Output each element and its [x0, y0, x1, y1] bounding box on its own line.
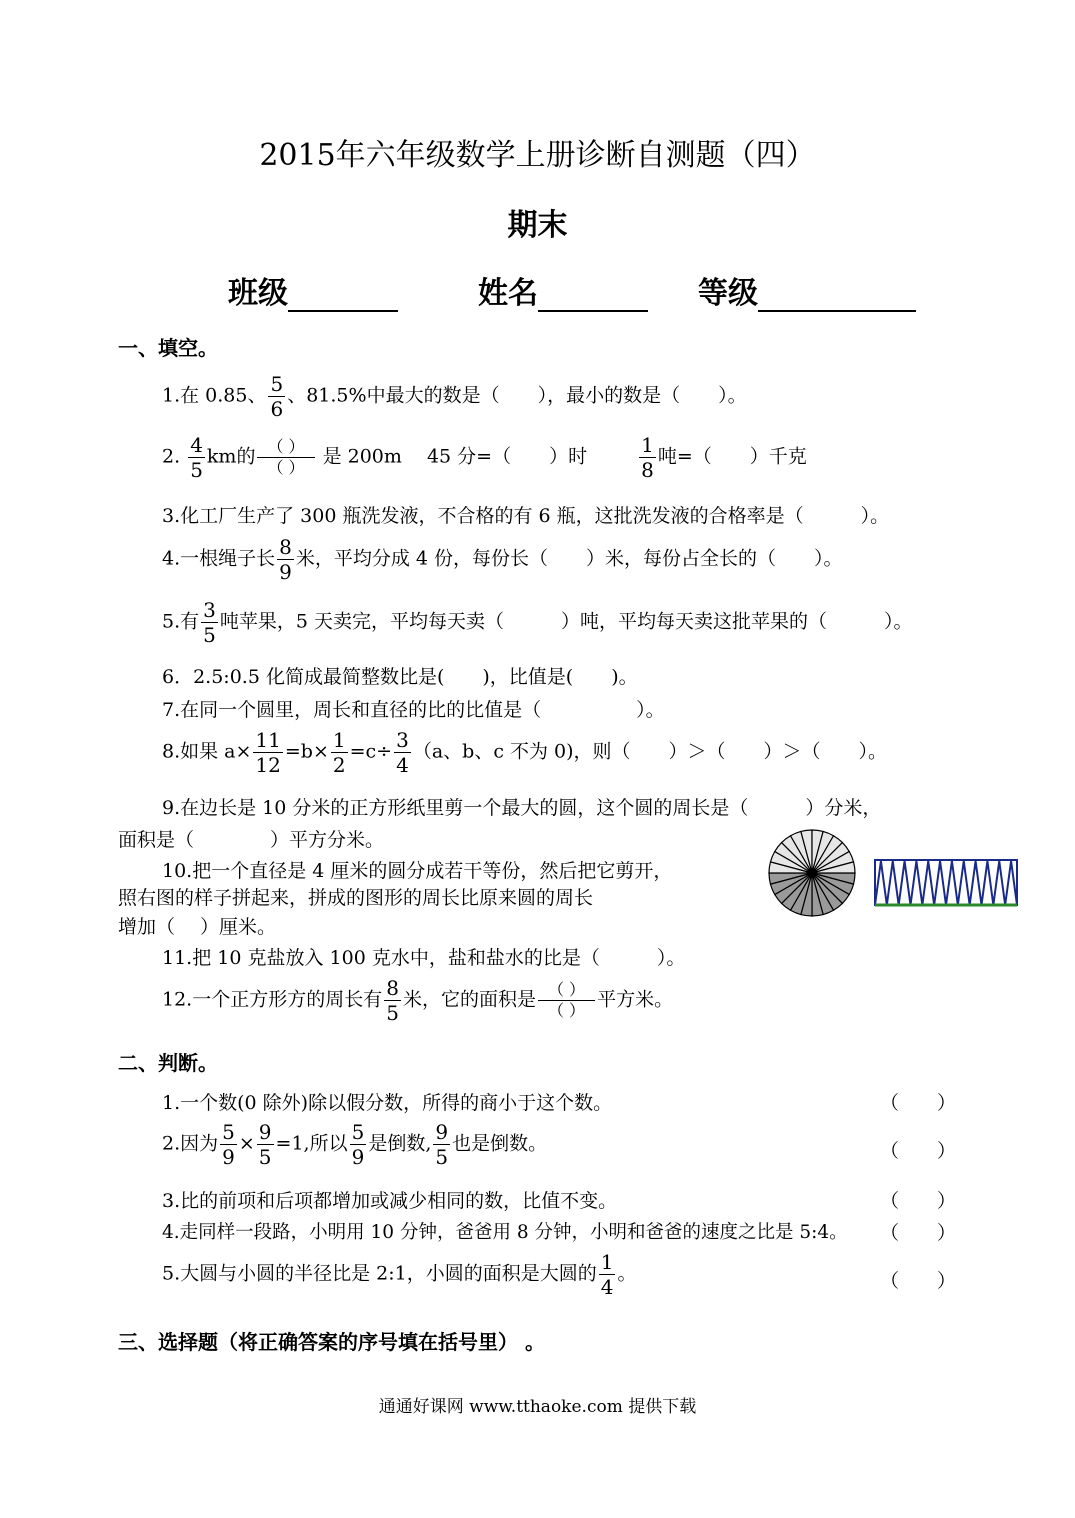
- fraction: $\frac{9}{5}$: [435, 1120, 449, 1169]
- fill-q10-line3: 增加（ ）厘米。: [118, 916, 277, 938]
- fraction: $\frac{3}{4}$: [396, 728, 409, 777]
- section3-heading: 三、选择题（将正确答案的序号填在括号里） 。: [118, 1330, 545, 1354]
- judge-q4: 4.走同样一段路，小明用 10 分钟，爸爸用 8 分钟，小明和爸爸的速度之比是 5:4。: [162, 1222, 848, 1243]
- fraction: $\frac{11}{12}$: [255, 728, 281, 777]
- page-subtitle: 期末: [507, 208, 568, 243]
- fraction: $\frac{8}{9}$: [279, 535, 292, 584]
- fill-q10-line2: 照右图的样子拼起来，拼成的图形的周长比原来圆的周长: [118, 887, 594, 909]
- name-label: 姓名: [478, 276, 538, 311]
- class-field: [228, 268, 398, 312]
- fill-q1: 1.在 0.85、 $\frac{5}{6}$ 、81.5%中最大的数是（ ），最小的数是（ ）。: [162, 372, 747, 421]
- fill-q9-line1: 9.在边长是 10 分米的正方形纸里剪一个最大的圆，这个圆的周长是（ ）分米，: [162, 797, 882, 819]
- fraction: $\frac{5}{6}$: [270, 372, 284, 421]
- class-label: 班级: [228, 276, 288, 311]
- rearranged-strip-figure: [874, 859, 1018, 907]
- fill-q8: 8.如果 a× $\frac{11}{12}$ =b× $\frac{1}{2}$ =c÷ $\frac{3}{4}$ （a、b、c 不为 0)，则（ ）＞（ ）＞（ ）。: [162, 728, 888, 777]
- class-blank: [288, 282, 398, 312]
- fraction-blank: $\frac{( )}{( )}$: [257, 439, 314, 476]
- fraction: $\frac{5}{9}$: [351, 1120, 365, 1169]
- fraction: $\frac{4}{5}$: [190, 433, 203, 482]
- fraction: $\frac{8}{5}$: [386, 976, 399, 1025]
- fill-q9-line2: 面积是（ ）平方分米。: [118, 829, 385, 851]
- fill-q12: 12.一个正方形方的周长有 $\frac{8}{5}$ 米，它的面积是 $\frac{( )}{( )}$ 平方米。: [162, 976, 674, 1025]
- judge-q5-answer-bracket[interactable]: （ ）: [880, 1270, 957, 1292]
- fill-q11: 11.把 10 克盐放入 100 克水中，盐和盐水的比是（ ）。: [162, 947, 686, 969]
- section1-heading: 一、填空。: [118, 336, 218, 360]
- fraction: $\frac{1}{4}$: [600, 1250, 614, 1299]
- fill-q2: 2. $\frac{4}{5}$ km的 $\frac{( )}{( )}$ 是 200m 45 分=（ ）时 $\frac{1}{8}$ 吨=（ ）千克: [162, 433, 807, 482]
- fill-q10-line1: 10.把一个直径是 4 厘米的圆分成若干等份，然后把它剪开，: [162, 860, 673, 882]
- sectored-circle-figure: [767, 828, 857, 918]
- judge-q3-answer-bracket[interactable]: （ ）: [880, 1190, 957, 1212]
- fill-q5: 5.有 $\frac{3}{5}$ 吨苹果，5 天卖完，平均每天卖（ ）吨，平均每天卖这批苹果的（ ）。: [162, 598, 913, 647]
- judge-q1-answer-bracket[interactable]: （ ）: [880, 1092, 957, 1114]
- fraction: $\frac{3}{5}$: [203, 598, 216, 647]
- grade-blank: [758, 282, 916, 312]
- name-field: [478, 268, 648, 312]
- fill-q7: 7.在同一个圆里，周长和直径的比的比值是（ ）。: [162, 699, 665, 721]
- fill-q4: 4.一根绳子长 $\frac{8}{9}$ 米，平均分成 4 份，每份长（ ）米，每份占全长的（ ）。: [162, 535, 843, 584]
- fill-q6: 6．2.5:0.5 化简成最简整数比是( )，比值是( )。: [162, 666, 638, 688]
- page-title: 2015年六年级数学上册诊断自测题（四）: [259, 138, 816, 173]
- fraction: $\frac{9}{5}$: [258, 1120, 272, 1169]
- fraction: $\frac{1}{2}$: [332, 728, 346, 777]
- judge-q3: 3.比的前项和后项都增加或减少相同的数，比值不变。: [162, 1190, 618, 1212]
- fraction: $\frac{5}{9}$: [222, 1120, 235, 1169]
- judge-q2: 2.因为 $\frac{5}{9}$ × $\frac{9}{5}$ =1,所以 $\frac{5}{9}$ 是倒数, $\frac{9}{5}$ 也是倒数。: [162, 1120, 548, 1169]
- footer-credit: 通通好课网 www.tthaoke.com 提供下载: [378, 1397, 697, 1417]
- name-blank: [538, 282, 648, 312]
- grade-label: 等级: [698, 276, 758, 311]
- judge-q2-answer-bracket[interactable]: （ ）: [880, 1140, 957, 1162]
- fraction-blank: $\frac{( )}{( )}$: [538, 982, 595, 1019]
- fraction: $\frac{1}{8}$: [641, 433, 654, 482]
- judge-q1: 1.一个数(0 除外)除以假分数，所得的商小于这个数。: [162, 1092, 613, 1114]
- grade-field: [698, 268, 916, 312]
- fill-q3: 3.化工厂生产了 300 瓶洗发液，不合格的有 6 瓶，这批洗发液的合格率是（ ）。: [162, 505, 890, 527]
- judge-q5: 5.大圆与小圆的半径比是 2:1，小圆的面积是大圆的 $\frac{1}{4}$ 。: [162, 1250, 637, 1299]
- section2-heading: 二、判断。: [118, 1051, 218, 1075]
- judge-q4-answer-bracket[interactable]: （ ）: [880, 1222, 957, 1244]
